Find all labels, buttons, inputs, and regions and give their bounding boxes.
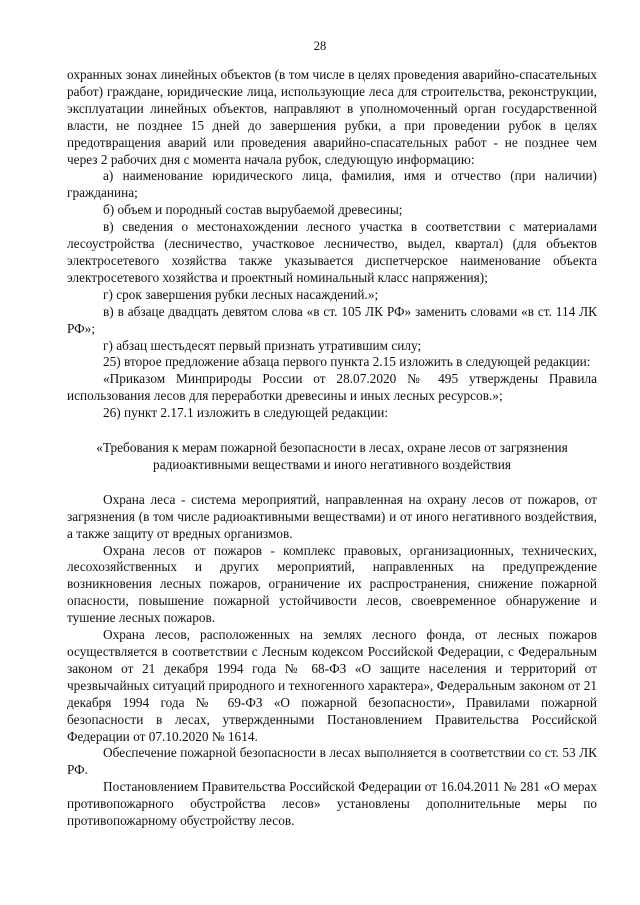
paragraph-art-53: Обеспечение пожарной безопасности в лесах выполняется в соответствии со ст. 53 ЛК РФ. (67, 745, 597, 778)
section-heading: «Требования к мерам пожарной безопасности в лесах, охране лесов от загрязнения радиоактивными веществами и иного негативного воздействия (96, 440, 568, 472)
quote-order-495: «Приказом Минприроды России от 28.07.2020 № 495 утверждены Правила использования лесов для переработки древесины и иных лесных ресурсов.»; (67, 371, 597, 404)
amendment-g: г) абзац шестьдесят первый признать утратившим силу; (103, 337, 422, 353)
list-item-b: б) объем и породный состав вырубаемой древесины; (103, 202, 403, 218)
list-item-g: г) срок завершения рубки лесных насаждений.»; (103, 286, 379, 302)
page-number: 28 (313, 39, 327, 53)
paragraph-fire-protection: Охрана лесов от пожаров - комплекс правовых, организационных, технических, лесохозяйственных и других мероприятий, направленных на предупреждение возникновения лесных пожаров, ограничение их распространения, снижение пожарной опасности, повышение пожарной устойчивости лесов, своевременное обнаружение и тушение лесных пожаров. (67, 542, 597, 626)
paragraph-resolution-281: Постановлением Правительства Российской Федерации от 16.04.2011 № 281 «О мерах противопожарного обустройства лесов» установлены дополнительные меры по противопожарному обустройству лесов. (67, 779, 597, 829)
document-body (67, 67, 597, 830)
paragraph-continuation: охранных зонах линейных объектов (в том числе в целях проведения аварийно-спасательных работ) граждане, юридические лица, использующие леса для строительства, реконструкции, эксплуатации линейных объектов, направляют в уполномоченный орган государственной власти, не позднее 15 дней до завершения рубки, а при проведении рубок в целях предотвращения аварий или проведения аварийно-спасательных работ - не позднее чем через 2 рабочих дня с момента начала рубок, следующую информацию: (67, 67, 597, 167)
paragraph-legal-basis: Охрана лесов, расположенных на землях лесного фонда, от лесных пожаров осуществляется в соответствии с Лесным кодексом Российской Федерации, с Федеральным законом от 21 декабря 1994 года № 68-ФЗ «О защите населения и территорий от чрезвычайных ситуаций природного и техногенного характера», Федеральным законом от 21 декабря 1994 года № 69-ФЗ «О пожарной безопасности», Правилами пожарной безопасности в лесах, утвержденными Постановлением Правительства Российской Федерации от 07.10.2020 № 1614. (67, 627, 597, 744)
paragraph-forest-protection: Охрана леса - система мероприятий, направленная на охрану лесов от пожаров, от загрязнения (в том числе радиоактивными веществами) и от иного негативного воздействия, а также защиту от вредных организмов. (67, 491, 597, 541)
list-item-v: в) сведения о местонахождении лесного участка в соответствии с материалами лесоустройства (лесничество, участковое лесничество, выдел, квартал) (для объектов электросетевого хозяйства также указывается диспетчерское наименование объекта электросетевого хозяйства и проектный номинальный класс напряжения); (67, 219, 597, 285)
item-25: 25) второе предложение абзаца первого пункта 2.15 изложить в следующей редакции: (103, 354, 591, 370)
list-item-a: а) наименование юридического лица, фамилия, имя и отчество (при наличии) гражданина; (67, 168, 597, 201)
item-26: 26) пункт 2.17.1 изложить в следующей редакции: (103, 405, 389, 421)
amendment-v: в) в абзаце двадцать девятом слова «в ст. 105 ЛК РФ» заменить словами «в ст. 114 ЛК РФ»; (67, 303, 597, 336)
